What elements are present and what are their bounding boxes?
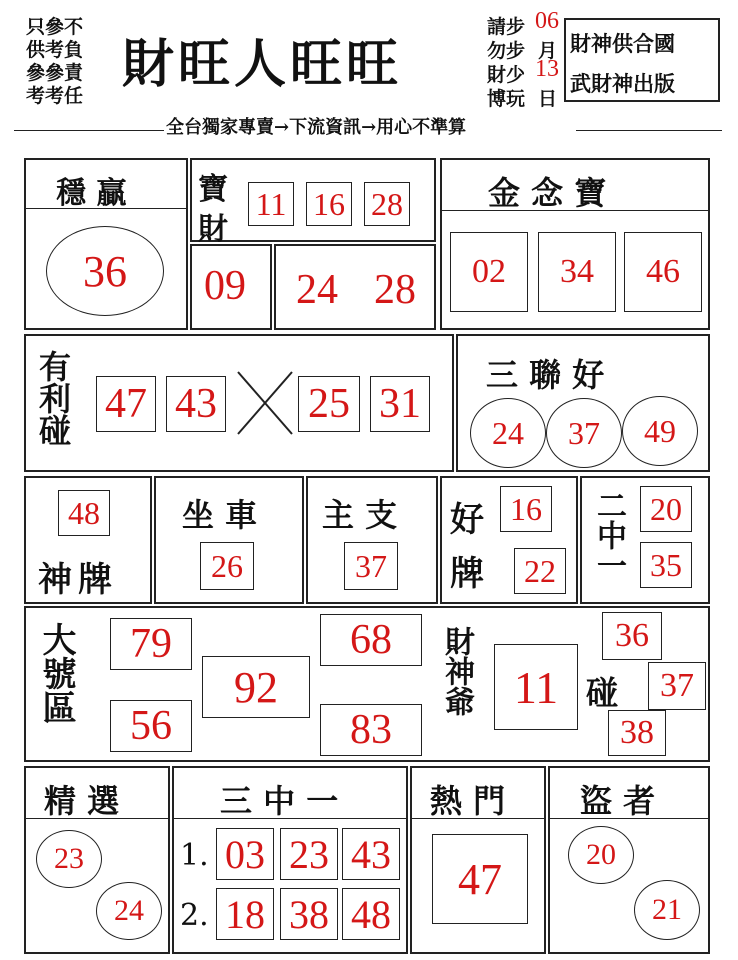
haopai-number-2: 22 <box>514 548 566 594</box>
disclaimer-row-2: 供考負 <box>26 39 84 61</box>
sanlianhao-title: 三 聯 好 <box>486 356 605 394</box>
dahaoqu-number-5: 83 <box>320 704 422 756</box>
daozhe-title: 盜 者 <box>580 782 656 820</box>
dahaoqu-number-4: 68 <box>320 614 422 666</box>
jingxuan-title: 精 選 <box>44 782 120 820</box>
zuoche-title: 坐 車 <box>182 496 258 534</box>
sanzhongyi-row2-number-2: 38 <box>280 888 338 940</box>
shenpai-panel <box>24 476 152 604</box>
jingxuan-panel <box>24 766 170 954</box>
jinnianbao-number-1: 02 <box>450 232 528 312</box>
sanlianhao-number-3: 49 <box>622 396 698 466</box>
caishenye-label: 財神爺 <box>439 626 474 716</box>
jinnianbao-number-2: 34 <box>538 232 616 312</box>
sanzhongyi-divider <box>174 818 406 819</box>
youlipeng-label: 有利碰 <box>34 350 72 446</box>
disclaimer-row-4: 考考任 <box>26 85 84 107</box>
issue-month-label: 月 <box>538 40 558 62</box>
sanzhongyi-row2-number-3: 48 <box>342 888 400 940</box>
wenying-number: 36 <box>46 226 164 316</box>
baocai-row2-left <box>190 244 272 330</box>
caishenye-peng-label: 碰 <box>586 674 619 712</box>
daozhe-number-1: 20 <box>568 826 634 884</box>
baocai-panel <box>190 158 436 247</box>
caishenye-peng-number-3: 38 <box>608 710 666 756</box>
sanzhongyi-row2-index: 2. <box>180 898 209 933</box>
bignumber-area <box>24 606 710 762</box>
wenying-panel <box>24 158 188 330</box>
zhuzhi-panel <box>306 476 438 604</box>
sanzhongyi-title: 三 中 一 <box>220 782 339 820</box>
jinnianbao-panel <box>440 158 710 330</box>
jinnianbao-number-3: 46 <box>624 232 702 312</box>
remen-number: 47 <box>432 834 528 924</box>
slogan-rule-left <box>14 130 164 131</box>
advice-4: 博玩 <box>487 88 526 110</box>
slogan-rule-right <box>576 130 722 131</box>
baocai-row2-number-1: 09 <box>204 263 246 309</box>
baocai-row2-number-2: 24 <box>296 267 338 313</box>
baocai-row2-right <box>274 244 436 330</box>
erzhongyi-number-1: 20 <box>640 486 692 532</box>
zhuzhi-title: 主 支 <box>322 496 398 534</box>
caishenye-peng-number-1: 36 <box>602 612 662 660</box>
sanlianhao-panel <box>456 334 710 472</box>
sanzhongyi-row2-number-1: 18 <box>216 888 274 940</box>
erzhongyi-number-2: 35 <box>640 542 692 588</box>
zuoche-panel <box>154 476 304 604</box>
page-title: 財旺人旺旺 <box>122 34 403 95</box>
daozhe-panel <box>548 766 710 954</box>
sanzhongyi-panel <box>172 766 408 954</box>
youlipeng-number-1: 47 <box>96 376 156 432</box>
dahaoqu-number-2: 56 <box>110 700 192 752</box>
advice-1: 請步 <box>487 16 526 38</box>
haopai-label-1: 好 <box>450 500 484 540</box>
publisher-box <box>564 18 720 102</box>
erzhongyi-panel <box>580 476 710 604</box>
issue-month: 06 <box>535 8 559 34</box>
dahaoqu-number-1: 79 <box>110 618 192 670</box>
remen-panel <box>410 766 546 954</box>
baocai-label-2: 財 <box>198 212 228 247</box>
cross-mark-icon <box>236 370 294 436</box>
baocai-row2-number-3: 28 <box>374 267 416 313</box>
haopai-panel <box>440 476 578 604</box>
dahaoqu-label: 大號區 <box>36 622 76 724</box>
publisher-line-2: 武財神出版 <box>570 71 675 96</box>
sanlianhao-number-1: 24 <box>470 398 546 468</box>
zuoche-number: 26 <box>200 542 254 590</box>
publisher-line-1: 財神供合國 <box>570 31 675 56</box>
wenying-divider <box>26 208 186 209</box>
youlipeng-number-4: 31 <box>370 376 430 432</box>
advice-3: 財少 <box>487 64 526 86</box>
jingxuan-number-1: 23 <box>36 830 102 888</box>
haopai-label-2: 牌 <box>450 554 484 594</box>
baocai-label-1: 寶 <box>198 172 228 207</box>
baocai-number-2: 16 <box>306 182 352 226</box>
sanzhongyi-row1-index: 1. <box>180 838 209 873</box>
disclaimer-row-1: 只參不 <box>26 16 84 38</box>
sanzhongyi-row1-number-3: 43 <box>342 828 400 880</box>
youlipeng-number-2: 43 <box>166 376 226 432</box>
zhuzhi-number: 37 <box>344 542 398 590</box>
remen-title: 熱 門 <box>430 782 506 820</box>
disclaimer-row-3: 參參責 <box>26 62 84 84</box>
jingxuan-divider <box>26 818 168 819</box>
baocai-number-3: 28 <box>364 182 410 226</box>
shenpai-number: 48 <box>58 490 110 536</box>
sanzhongyi-row1-number-1: 03 <box>216 828 274 880</box>
shenpai-label: 神牌 <box>38 560 118 600</box>
youlipeng-panel <box>24 334 454 472</box>
issue-day: 13 <box>535 56 559 82</box>
daozhe-number-2: 21 <box>634 880 700 940</box>
advice-2: 勿步 <box>487 40 526 62</box>
jingxuan-number-2: 24 <box>96 882 162 940</box>
caishenye-number: 11 <box>494 644 578 730</box>
wenying-title: 穩 贏 <box>56 176 127 211</box>
jinnianbao-divider <box>442 210 708 211</box>
remen-divider <box>412 818 544 819</box>
baocai-number-1: 11 <box>248 182 294 226</box>
erzhongyi-label: 二中一 <box>591 490 626 580</box>
caishenye-peng-number-2: 37 <box>648 662 706 710</box>
dahaoqu-number-3: 92 <box>202 656 310 718</box>
haopai-number-1: 16 <box>500 486 552 532</box>
jinnianbao-title: 金 念 寶 <box>488 174 607 212</box>
daozhe-divider <box>550 818 708 819</box>
sanzhongyi-row1-number-2: 23 <box>280 828 338 880</box>
issue-day-label: 日 <box>538 88 558 110</box>
sanlianhao-number-2: 37 <box>546 398 622 468</box>
slogan: 全台獨家專賣→下流資訊→用心不準算 <box>166 117 467 138</box>
youlipeng-number-3: 25 <box>298 376 360 432</box>
